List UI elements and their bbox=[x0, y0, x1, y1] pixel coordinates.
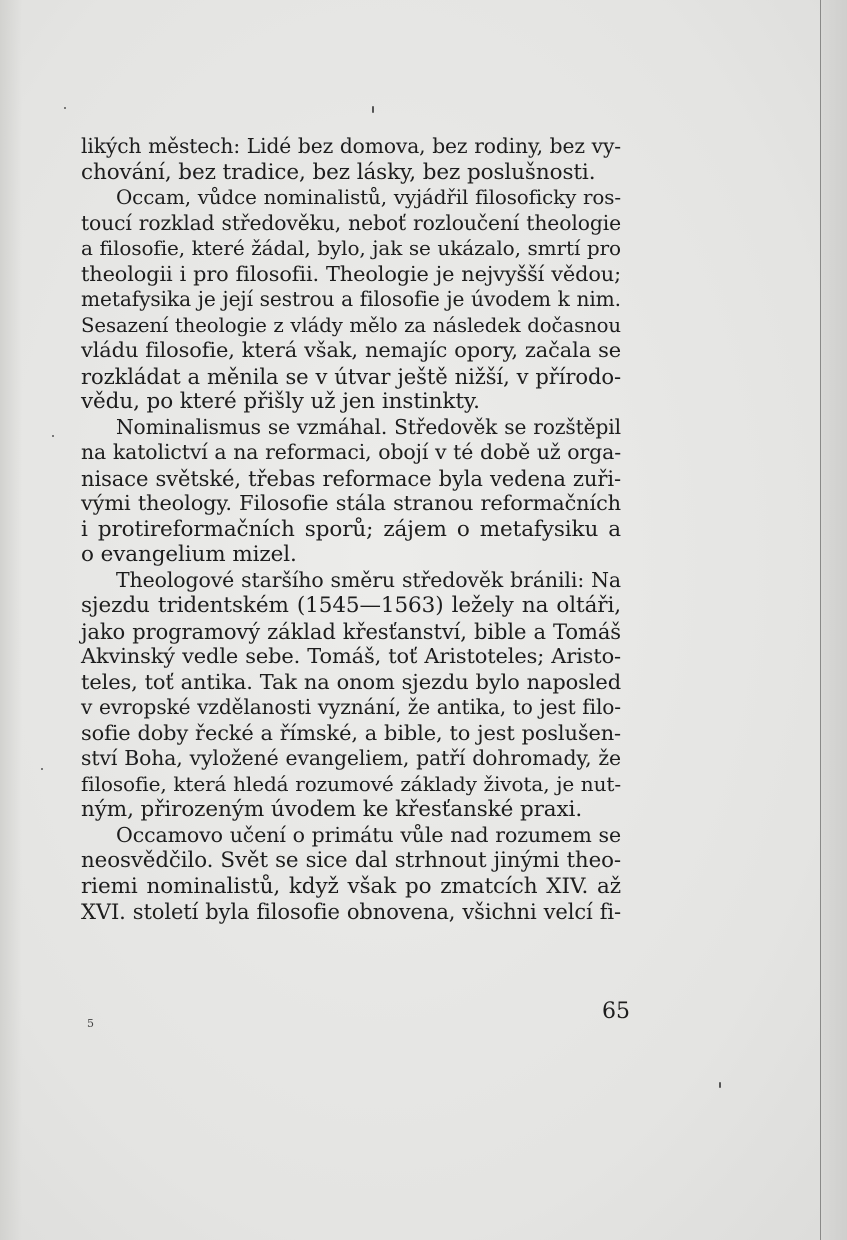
text-line: likých městech: Lidé bez domova, bez rodiny, bez vy- bbox=[81, 134, 621, 158]
text-line: vědu, po které přišly už jen instinkty. bbox=[81, 389, 480, 414]
text-line: Occam, vůdce nominalistů, vyjádřil filosoficky ros- bbox=[116, 186, 621, 209]
text-line: Occamovo učení o primátu vůle nad rozumem se bbox=[116, 822, 621, 847]
page-number: 65 bbox=[602, 999, 630, 1024]
page-edge bbox=[820, 0, 821, 1240]
page-edge-shadow bbox=[821, 0, 847, 1240]
text-line: chování, bez tradice, bez lásky, bez poslušnosti. bbox=[81, 159, 596, 185]
text-line: vládu filosofie, která však, nemajíc opory, začala se bbox=[81, 338, 621, 362]
paper-speck bbox=[719, 1082, 721, 1088]
text-line: nisace světské, třebas reformace byla vedena zuři- bbox=[81, 465, 621, 491]
text-line: ným, přirozeným úvodem ke křesťanské praxi. bbox=[81, 797, 583, 822]
text-line: teles, toť antika. Tak na onom sjezdu bylo naposled bbox=[81, 669, 621, 694]
text-line: Theologové staršího směru středověk bránili: Na bbox=[116, 567, 621, 592]
text-line: jako programový základ křesťanství, bible a Tomáš bbox=[81, 618, 621, 644]
text-line: riemi nominalistů, když však po zmatcích XIV. až bbox=[81, 873, 621, 899]
text-line: ství Boha, vyložené evangeliem, patří dohromady, že bbox=[81, 746, 621, 770]
text-line: filosofie, která hledá rozumové základy života, je nut- bbox=[81, 771, 621, 796]
text-line: na katolictví a na reformaci, obojí v té době už orga- bbox=[81, 440, 621, 464]
paper-speck bbox=[64, 107, 66, 109]
text-line: sofie doby řecké a římské, a bible, to jest poslušen- bbox=[81, 720, 621, 745]
text-line: metafysika je její sestrou a filosofie je úvodem k nim. bbox=[81, 287, 621, 311]
text-line: a filosofie, které žádal, bylo, jak se ukázalo, smrtí pro bbox=[81, 236, 621, 260]
text-line: Nominalismus se vzmáhal. Středověk se rozštěpil bbox=[116, 414, 621, 439]
text-line: vými theology. Filosofie stála stranou reformačních bbox=[81, 491, 621, 515]
text-line: neosvědčilo. Svět se sice dal strhnout jinými theo- bbox=[81, 848, 621, 873]
body-text bbox=[81, 134, 621, 925]
text-line: o evangelium mizel. bbox=[81, 542, 297, 567]
text-line: sjezdu tridentském (1545—1563) ležely na oltáři, bbox=[81, 593, 621, 618]
signature-mark: 5 bbox=[87, 1017, 94, 1030]
paper-speck bbox=[41, 768, 43, 770]
text-line: rozkládat a měnila se v útvar ještě nižší, v přírodo- bbox=[81, 363, 621, 389]
text-line: Sesazení theologie z vlády mělo za následek dočasnou bbox=[81, 313, 621, 337]
paper-speck bbox=[52, 435, 54, 437]
paper-speck bbox=[372, 106, 374, 113]
text-line: i protireformačních sporů; zájem o metafysiku a bbox=[81, 516, 621, 542]
text-line: Akvinský vedle sebe. Tomáš, toť Aristoteles; Aristo- bbox=[81, 644, 621, 668]
text-line: XVI. století byla filosofie obnovena, všichni velcí fi- bbox=[81, 899, 621, 924]
text-line: toucí rozklad středověku, neboť rozloučení theologie bbox=[81, 210, 621, 235]
text-line: v evropské vzdělanosti vyznání, že antika, to jest filo- bbox=[81, 695, 621, 719]
text-line: theologii i pro filosofii. Theologie je nejvyšší vědou; bbox=[81, 261, 621, 286]
